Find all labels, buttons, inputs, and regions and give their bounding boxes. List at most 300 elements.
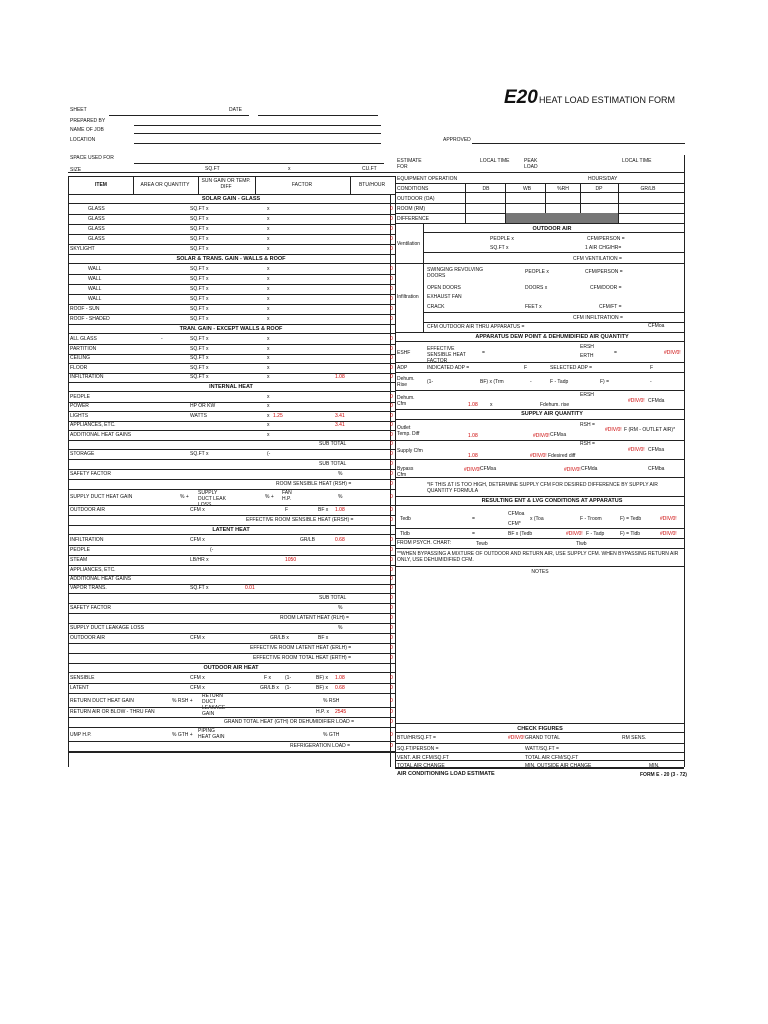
form-text: x: [267, 236, 270, 242]
form-text: CFMba: [648, 466, 665, 472]
rule-line: [68, 194, 395, 195]
item-label: ADDITIONAL HEAT GAINS: [70, 431, 132, 438]
form-text: 0: [390, 374, 393, 380]
form-text: EFFECTIVE ROOM TOTAL HEAT (ERTH) =: [253, 655, 352, 661]
rule-line: [68, 534, 395, 535]
form-text: VENT. AIR CFM/SQ.FT: [397, 755, 449, 761]
form-text: x: [267, 336, 270, 342]
form-text: PEOPLE: [70, 547, 91, 553]
form-text: GR/LB: [300, 537, 316, 543]
form-text: WB: [522, 186, 532, 192]
form-text: Bypass Cfm: [397, 466, 414, 478]
item-label: PARTITION: [70, 345, 97, 352]
form-title: HEAT LOAD ESTIMATION FORM: [539, 95, 676, 105]
form-text: x: [267, 306, 270, 312]
form-text: x: [267, 364, 270, 371]
form-text: % RSH: [323, 698, 340, 704]
form-text: 3.41: [335, 412, 345, 419]
form-text: x: [267, 393, 270, 400]
form-text: 0: [390, 635, 393, 641]
form-text: =: [482, 350, 485, 356]
rule-line: [395, 459, 684, 460]
form-text: 0: [390, 345, 393, 352]
rule-line: [423, 252, 684, 253]
form-text: PEAK LOAD: [524, 158, 538, 170]
form-text: CFMsa: [648, 447, 665, 453]
form-text: 1.08: [335, 675, 345, 681]
rule-line: [68, 584, 395, 585]
form-text: NOTES: [531, 569, 549, 575]
job-name-label: NAME OF JOB: [70, 127, 104, 133]
form-text: F - Tadp: [550, 379, 569, 385]
column-divider: [68, 194, 69, 767]
form-text: 0: [390, 517, 393, 523]
form-text: (1-: [285, 675, 292, 681]
form-text: 1.08: [468, 433, 478, 439]
rule-line: [68, 324, 395, 325]
rule-line: [68, 603, 395, 604]
form-text: APPARATUS DEW POINT & DEHUMIDIFIED AIR QUANTITY: [475, 334, 629, 340]
form-text: GR/LB: [640, 186, 656, 192]
form-text: x: [267, 374, 270, 380]
form-text: 0: [390, 655, 393, 661]
section-header: INTERNAL HEAT: [209, 383, 253, 390]
form-text: #DIV/0!: [628, 447, 645, 453]
rule-line: [68, 613, 395, 614]
form-text: 0: [390, 645, 393, 651]
size-label: SIZE: [70, 167, 82, 173]
form-text: BF x (Tedb: [508, 531, 533, 537]
form-text: (-: [267, 451, 271, 457]
form-text: % GTH: [323, 732, 340, 738]
form-text: DIFFERENCE: [397, 216, 429, 222]
form-text: F) = Tedb: [620, 516, 642, 522]
rule-line: [395, 223, 684, 224]
rule-line: [68, 643, 395, 644]
form-text: Ventilation: [397, 241, 421, 247]
rule-line: [395, 752, 684, 753]
form-text: 0: [390, 276, 393, 282]
form-text: HP OR KW: [190, 403, 216, 409]
form-text: ERSH: [580, 344, 594, 350]
form-text: DP: [595, 186, 603, 192]
form-text: Tedb: [400, 516, 411, 522]
rule-line: [395, 566, 684, 567]
column-divider: [684, 155, 685, 767]
approved-label: APPROVED: [443, 137, 471, 143]
job-name-field[interactable]: [134, 133, 381, 134]
form-text: 0: [390, 537, 393, 543]
form-text: SQ.FT x: [490, 245, 509, 251]
rule-line: [68, 751, 395, 753]
form-text: 0: [390, 471, 393, 477]
item-label: ALL GLASS: [70, 336, 97, 342]
rule-line: [423, 312, 684, 313]
item-label: WALL: [88, 286, 102, 292]
rule-line: [68, 693, 395, 694]
form-text: SENSIBLE: [70, 675, 95, 681]
form-text: LOCAL TIME: [622, 158, 652, 164]
form-text: x: [267, 296, 270, 302]
form-text: Supply Cfm: [397, 448, 423, 454]
form-text: SQ.FT x: [190, 266, 209, 272]
form-text: LATENT: [70, 685, 89, 691]
form-text: x: [267, 412, 270, 419]
rule-line: [68, 263, 395, 264]
form-text: Outlet Temp. Diff: [397, 425, 420, 437]
form-text: TOTAL AIR CFM/SQ.FT: [525, 755, 579, 761]
rule-line: [395, 362, 684, 363]
form-text: CHECK FIGURES: [517, 726, 563, 732]
form-text: x: [267, 403, 270, 409]
form-text: 0: [390, 226, 393, 232]
form-text: ROOM LATENT HEAT (RLH) =: [280, 615, 349, 621]
form-text: CONDITIONS: [397, 186, 429, 192]
form-text: RESULTING ENT & LVG CONDITIONS AT APPARATUS: [481, 498, 623, 504]
form-text: BF) x: [316, 675, 328, 681]
column-divider: [395, 194, 396, 767]
form-text: OUTDOOR AIR: [532, 226, 572, 232]
form-text: SQ.FT x: [190, 336, 209, 342]
form-text: SQ.FT/PERSON =: [397, 746, 439, 752]
form-text: AIR CONDITIONING LOAD ESTIMATE: [397, 771, 495, 777]
form-text: BF x: [318, 635, 329, 641]
date-field[interactable]: [258, 115, 378, 116]
form-text: CFMda: [581, 466, 598, 472]
rule-line: [395, 496, 684, 497]
form-text: SQ.FT x: [190, 306, 209, 312]
rule-line: [395, 548, 684, 549]
section-header: SOLAR GAIN - GLASS: [201, 196, 261, 202]
form-text: % GTH +: [172, 732, 193, 738]
form-text: CU.FT: [362, 166, 377, 172]
form-text: 0: [390, 625, 393, 631]
form-text: ITEM: [95, 182, 107, 188]
form-text: EQUIPMENT OPERATION: [397, 176, 458, 182]
form-text: #DIV/0!: [566, 531, 583, 537]
rule-line: [68, 683, 395, 684]
form-text: 0: [390, 615, 393, 621]
rule-line: [395, 419, 684, 420]
form-text: SAFETY FACTOR: [70, 471, 111, 477]
form-text: 2545: [335, 709, 347, 715]
column-divider: [255, 176, 256, 194]
rule-line: [68, 354, 395, 355]
form-text: F (RM - OUTLET AIR)*: [624, 427, 676, 433]
item-label: SKYLIGHT: [70, 246, 95, 252]
form-text: 1 AIR CHG/HR=: [585, 245, 622, 251]
form-text: (1-: [285, 685, 292, 691]
form-text: F) = Tldb: [620, 531, 641, 537]
form-text: x: [267, 206, 270, 212]
form-text: 0: [390, 507, 393, 513]
form-text: 0: [390, 286, 393, 292]
form-text: SUB TOTAL: [319, 595, 347, 601]
column-divider: [423, 223, 424, 263]
approved-field[interactable]: [472, 143, 685, 144]
rule-line: [395, 505, 684, 506]
form-text: 0: [390, 451, 393, 457]
form-text: 0: [390, 743, 393, 749]
form-text: FACTOR: [291, 182, 313, 188]
form-text: F - Tadp: [586, 531, 605, 537]
item-label: GLASS: [88, 206, 105, 212]
form-text: CFMsa: [550, 432, 567, 438]
form-text: ERTH: [580, 353, 594, 359]
form-text: 0: [390, 595, 393, 601]
rule-line: [68, 741, 395, 742]
form-text: H.P. x: [316, 709, 329, 715]
item-label: GLASS: [88, 236, 105, 242]
form-text: 0: [390, 266, 393, 272]
form-text: x: [267, 431, 270, 438]
form-text: 0: [390, 709, 393, 715]
form-text: x: [267, 216, 270, 222]
form-text: Tlwb: [576, 541, 587, 547]
form-text: GR/LB x: [270, 635, 289, 641]
form-text: x: [267, 345, 270, 352]
rule-line: [423, 322, 684, 323]
form-text: 0: [390, 585, 393, 591]
form-text: 0: [390, 481, 393, 487]
form-text: %: [338, 494, 343, 500]
rule-line: [68, 244, 395, 245]
form-text: SQ.FT x: [190, 374, 209, 380]
form-text: SUB TOTAL: [319, 461, 347, 467]
rule-line: [68, 304, 395, 305]
form-text: STORAGE: [70, 451, 95, 457]
section-header: SOLAR & TRANS. GAIN - WALLS & ROOF: [176, 256, 286, 262]
form-text: 0: [390, 306, 393, 312]
item-label: WALL: [88, 276, 102, 282]
form-text: ROOM SENSIBLE HEAT (RSH) =: [276, 481, 352, 487]
form-text: PEOPLE x: [525, 269, 549, 275]
form-text: SELECTED ADP =: [550, 365, 593, 371]
form-text: BTU/HR/SQ.FT =: [397, 735, 436, 741]
rule-line: [68, 373, 395, 374]
form-text: DOORS x: [525, 285, 548, 291]
form-text: 0: [390, 557, 393, 563]
form-text: (-: [210, 547, 214, 553]
form-text: 0: [390, 732, 393, 738]
form-text: ESHF: [397, 350, 411, 356]
form-text: #DIV/0!: [530, 453, 547, 459]
form-text: x: [267, 266, 270, 272]
rule-line: [68, 421, 395, 422]
form-text: %: [338, 605, 343, 611]
form-text: #DIV/0!: [564, 467, 581, 473]
rule-line: [395, 767, 684, 769]
form-text: x: [490, 402, 493, 408]
rule-line: [68, 545, 395, 546]
form-text: 0: [390, 441, 393, 447]
space-used-label: SPACE USED FOR: [70, 155, 114, 161]
form-text: RSH =: [580, 441, 595, 447]
form-text: RETURN DUCT LEAKAGE GAIN: [202, 693, 226, 717]
rule-line: [68, 363, 395, 364]
form-text: CFM*: [508, 521, 521, 527]
form-text: TOTAL AIR CHANGE: [397, 763, 445, 769]
form-text: GRAND TOTAL: [525, 735, 561, 741]
item-label: GLASS: [88, 226, 105, 232]
item-label: APPLIANCES, ETC.: [70, 422, 116, 428]
form-text: BTU/HOUR: [358, 182, 386, 188]
form-text: F x: [264, 675, 271, 681]
form-text: CFM VENTILATION =: [573, 256, 622, 262]
rule-line: [395, 760, 684, 761]
form-text: (1-: [427, 379, 434, 385]
form-text: WATTS: [190, 412, 207, 419]
rule-line: [68, 203, 395, 204]
column-divider: [350, 176, 351, 194]
form-text: SUPPLY DUCT LEAK LOSS: [198, 490, 226, 508]
form-text: Tldb: [400, 531, 410, 537]
rule-line: [68, 344, 395, 345]
form-text: F - Troom: [580, 516, 602, 522]
prepared-by-field[interactable]: [134, 125, 381, 126]
rule-line: [68, 224, 395, 225]
rule-line: [395, 332, 684, 333]
form-text: RETURN AIR OR BLOW - THRU FAN: [70, 709, 155, 715]
rule-line: [68, 623, 395, 624]
item-label: WALL: [88, 266, 102, 272]
form-text: 0: [390, 431, 393, 438]
form-text: x: [288, 166, 291, 172]
form-text: LB/HR x: [190, 557, 209, 563]
form-text: SQ.FT x: [190, 316, 209, 322]
form-text: CFM x: [190, 675, 205, 681]
form-text: #DIV/0!: [508, 735, 525, 741]
form-text: SQ.FT x: [190, 216, 209, 222]
form-text: 0: [390, 246, 393, 252]
form-text: APPLIANCES, ETC.: [70, 567, 116, 573]
form-text: 0: [390, 675, 393, 681]
form-text: -: [161, 336, 163, 342]
space-used-field[interactable]: [134, 163, 384, 164]
rule-line: [395, 723, 684, 724]
rule-line: [68, 314, 395, 315]
item-label: ROOF - SHADED: [70, 316, 110, 322]
rule-line: [68, 489, 395, 490]
form-text: 1050: [285, 557, 297, 563]
form-text: 0: [390, 685, 393, 691]
form-text: 0: [390, 403, 393, 409]
form-text: 0.68: [335, 685, 345, 691]
rule-line: [68, 633, 395, 634]
rule-line: [68, 555, 395, 556]
form-text: FROM PSYCH. CHART:: [397, 540, 452, 546]
rule-line: [68, 672, 395, 673]
form-text: GRAND TOTAL HEAT (GTH) OR DEHUMIDIFIER LOAD =: [224, 719, 355, 725]
prepared-by-label: PREPARED BY: [70, 118, 106, 124]
item-label: FLOOR: [70, 364, 88, 371]
rule-line: [68, 663, 395, 664]
form-text: PEOPLE x: [490, 236, 514, 242]
form-text: F) =: [600, 379, 610, 385]
section-header: LATENT HEAT: [212, 527, 250, 533]
item-label: GLASS: [88, 216, 105, 222]
form-text: OPEN DOORS: [427, 285, 461, 291]
form-text: CFMsa: [480, 466, 497, 472]
form-text: 1.08: [335, 374, 345, 380]
sheet-field[interactable]: [109, 115, 249, 116]
form-text: SUPPLY AIR QUANTITY: [521, 411, 583, 417]
form-text: CFM/DOOR =: [590, 285, 622, 291]
form-text: UMP H.P.: [70, 732, 92, 738]
form-text: x: [267, 276, 270, 282]
rule-line: [395, 390, 684, 391]
form-text: AREA OR QUANTITY: [140, 182, 190, 188]
form-text: F: [650, 365, 654, 371]
rule-line: [68, 653, 395, 654]
form-text: CFM x: [190, 537, 205, 543]
rule-line: [395, 528, 684, 529]
form-text: 0: [390, 393, 393, 400]
form-text: #DIV/0!: [660, 531, 677, 537]
form-text: EXHAUST FAN: [427, 294, 462, 300]
form-text: SQ.FT x: [190, 206, 209, 212]
form-text: CFMoa: [508, 511, 525, 517]
rule-line: [395, 192, 684, 193]
form-text: =: [614, 350, 617, 356]
form-text: CFM x: [190, 685, 205, 691]
form-text: #DIV/0!: [628, 398, 645, 404]
rule-line: [395, 372, 684, 373]
form-text: CFM OUTDOOR AIR THRU APPARATUS =: [427, 324, 525, 330]
location-field[interactable]: [134, 143, 381, 144]
form-text: 0: [390, 216, 393, 222]
rule-line: [395, 440, 684, 441]
form-text: 3.41: [335, 422, 345, 428]
rule-line: [68, 459, 395, 460]
form-text: MIN.: [649, 763, 660, 769]
item-label: POWER: [70, 403, 89, 409]
rule-line: [395, 341, 684, 342]
form-text: OUTDOOR AIR: [70, 507, 106, 513]
form-text: 0: [390, 364, 393, 371]
rule-line: [68, 515, 395, 516]
form-text: 0: [390, 316, 393, 322]
form-text: #DIV/0!: [605, 427, 622, 433]
form-text: 0: [390, 567, 393, 573]
section-header: TRAN. GAIN - EXCEPT WALLS & ROOF: [179, 326, 283, 332]
rule-line: [68, 234, 395, 235]
rule-line: [68, 402, 395, 403]
form-text: LOCAL TIME: [480, 158, 510, 164]
form-text: CFMda: [648, 398, 665, 404]
form-text: -: [530, 379, 532, 385]
rule-line: [68, 593, 395, 594]
rule-line: [423, 232, 684, 233]
rule-line: [395, 732, 684, 733]
section-header: OUTDOOR AIR HEAT: [203, 665, 259, 671]
form-text: RM SENS.: [622, 735, 647, 741]
form-text: WATT/SQ.FT =: [525, 746, 559, 752]
rule-line: [68, 333, 395, 334]
column-divider: [68, 176, 69, 194]
form-text: SQ.FT x: [190, 451, 209, 457]
form-text: PIPING HEAT GAIN: [198, 728, 225, 740]
form-text: %RH: [557, 186, 569, 192]
form-text: CFM x: [190, 507, 205, 513]
form-text: ESTIMATE FOR: [397, 158, 422, 170]
item-label: ROOF - SUN: [70, 306, 100, 312]
form-text: 0: [390, 355, 393, 361]
form-text: CFM/PERSON =: [585, 269, 623, 275]
rule-line: [68, 479, 395, 480]
rule-line: [68, 214, 395, 215]
rule-line: [68, 294, 395, 295]
